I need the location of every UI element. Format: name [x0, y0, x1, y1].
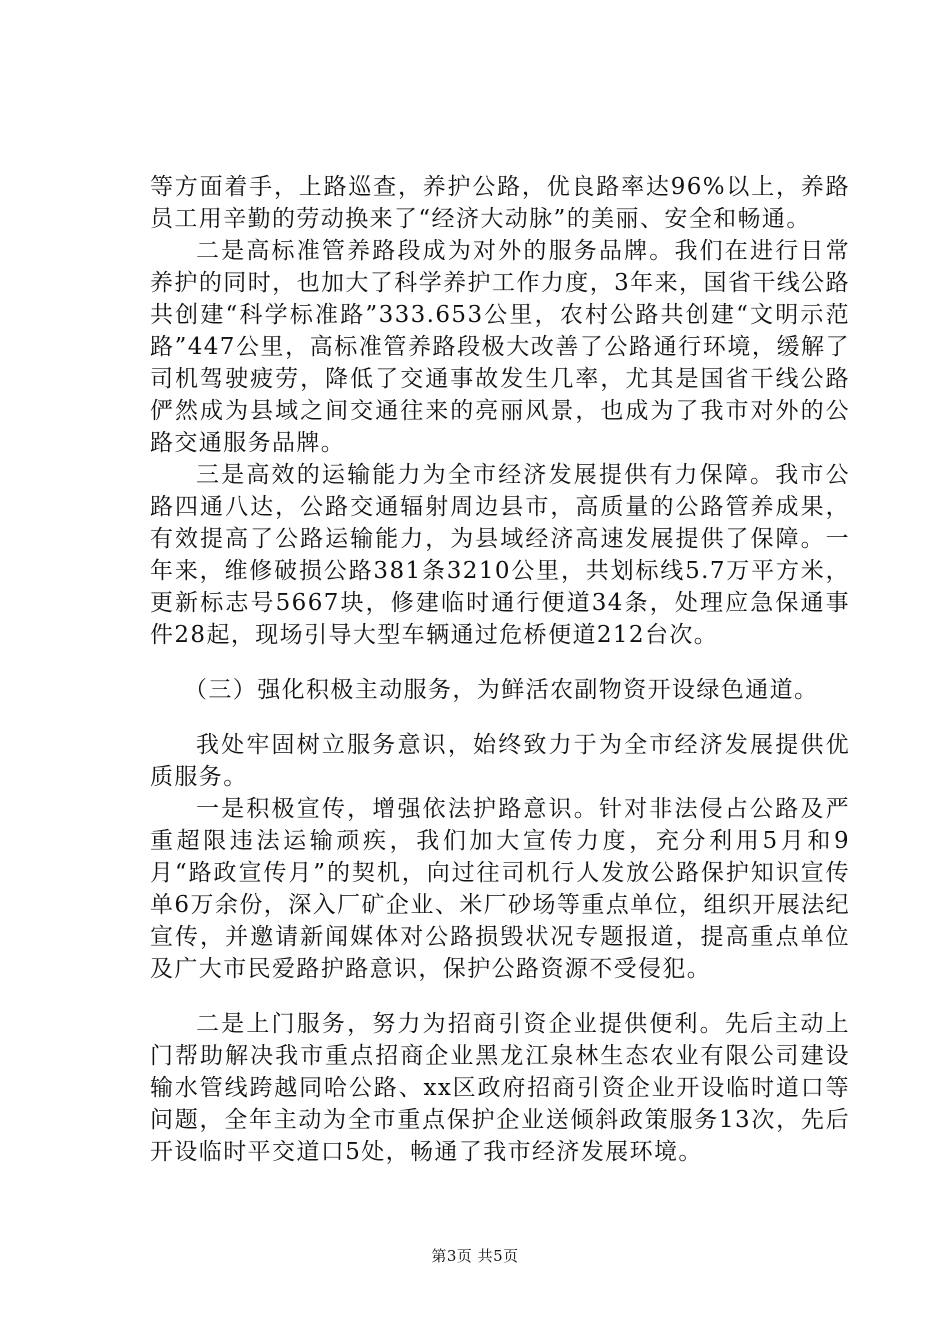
paragraph-continuation: 等方面着手，上路巡查，养护公路，优良路率达96%以上，养路员工用辛勤的劳动换来了“经济大动脉”的美丽、安全和畅通。: [150, 174, 850, 232]
paragraph-door-to-door-service: 二是上门服务，努力为招商引资企业提供便利。先后主动上门帮助解决我市重点招商企业黑龙江泉林生态农业有限公司建设输水管线跨越同哈公路、xx区政府招商引资企业开设临时道口等问题，全年主动为全市重点保护企业送倾斜政策服务13次，先后开设临时平交道口5处，畅通了我市经济发展环境。: [150, 1011, 850, 1165]
paragraph-service-brand: 二是高标准管养路段成为对外的服务品牌。我们在进行日常养护的同时，也加大了科学养护工作力度，3年来，国省干线公路共创建“科学标准路”333.653公里，农村公路共创建“文明示范路”447公里，高标准管养路段极大改善了公路通行环境，缓解了司机驾驶疲劳，降低了交通事故发生几率，尤其是国省干线公路俨然成为县域之间交通往来的亮丽风景，也成为了我市对外的公路交通服务品牌。: [150, 238, 850, 456]
page-footer: 第3页 共5页: [431, 1247, 519, 1265]
document-body: [150, 171, 850, 1168]
paragraph-service-awareness: 我处牢固树立服务意识，始终致力于为全市经济发展提供优质服务。: [150, 732, 850, 790]
paragraph-transport-capacity: 三是高效的运输能力为全市经济发展提供有力保障。我市公路四通八达，公路交通辐射周边县市，高质量的公路管养成果，有效提高了公路运输能力，为县域经济高速发展提供了保障。一年来，维修破损公路381条3210公里，共划标线5.7万平方米，更新标志号5667块，修建临时通行便道34条，处理应急保通事件28起，现场引导大型车辆通过危桥便道212台次。: [150, 462, 850, 648]
section-heading: （三）强化积极主动服务，为鲜活农副物资开设绿色通道。: [184, 677, 819, 703]
paragraph-publicity: 一是积极宣传，增强依法护路意识。针对非法侵占公路及严重超限违法运输顽疾，我们加大宣传力度，充分利用5月和9月“路政宣传月”的契机，向过往司机行人发放公路保护知识宣传单6万余份，深入厂矿企业、米厂砂场等重点单位，组织开展法纪宣传，并邀请新闻媒体对公路损毁状况专题报道，提高重点单位及广大市民爱路护路意识，保护公路资源不受侵犯。: [150, 796, 850, 982]
